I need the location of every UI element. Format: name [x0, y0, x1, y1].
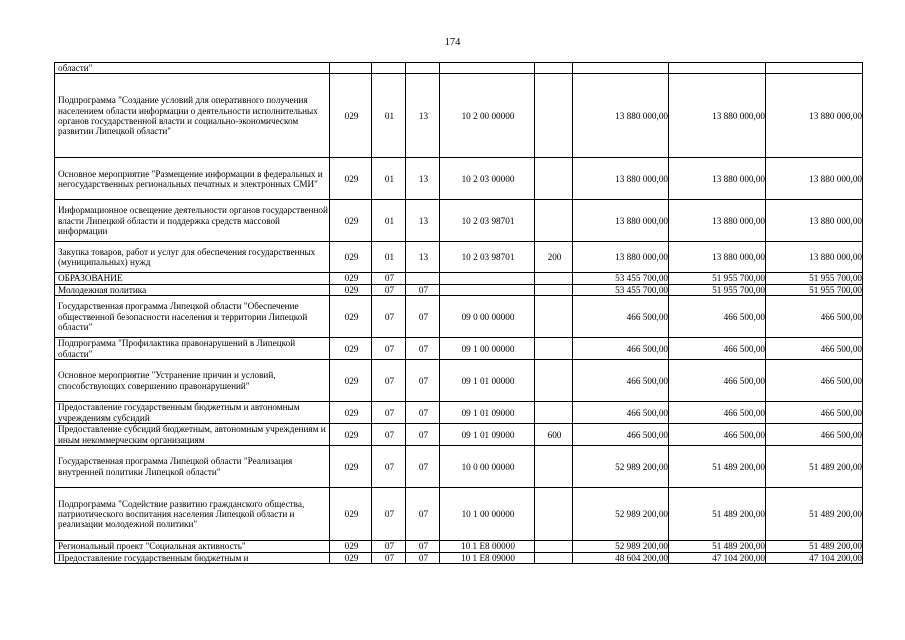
cell-expense-type	[535, 488, 573, 541]
cell-admin-code: 029	[330, 338, 372, 360]
cell-amount-year2: 51 955 700,00	[669, 273, 766, 284]
cell-amount-year3: 47 104 200,00	[766, 552, 863, 563]
cell-admin-code: 029	[330, 296, 372, 338]
cell-admin-code: 029	[330, 74, 372, 158]
cell-section: 07	[372, 360, 406, 402]
cell-admin-code: 029	[330, 200, 372, 242]
cell-amount-year2: 47 104 200,00	[669, 552, 766, 563]
cell-section: 07	[372, 424, 406, 446]
cell-admin-code: 029	[330, 488, 372, 541]
table-row	[55, 273, 863, 284]
cell-name: Предоставление государственным бюджетным и	[55, 552, 330, 563]
cell-subsection: 07	[406, 296, 440, 338]
table-row	[55, 242, 863, 273]
cell-name: Подпрограмма "Создание условий для оперативного получения населением области информации о деятельности исполнительных органов государственной власти и социально-экономическом развитии Липецкой области"	[55, 74, 330, 158]
cell-subsection: 13	[406, 158, 440, 200]
table-row	[55, 296, 863, 338]
cell-expense-type	[535, 402, 573, 424]
cell-section: 07	[372, 284, 406, 295]
cell-admin-code: 029	[330, 424, 372, 446]
cell-expense-type	[535, 284, 573, 295]
cell-target-article	[440, 273, 535, 284]
cell-admin-code: 029	[330, 402, 372, 424]
cell-amount-year3: 13 880 000,00	[766, 74, 863, 158]
cell-target-article: 09 0 00 00000	[440, 296, 535, 338]
cell-amount-year2: 51 489 200,00	[669, 488, 766, 541]
cell-subsection: 07	[406, 488, 440, 541]
cell-target-article: 10 1 E8 09000	[440, 552, 535, 563]
table-row	[55, 488, 863, 541]
cell-name: ОБРАЗОВАНИЕ	[55, 273, 330, 284]
cell-section: 01	[372, 242, 406, 273]
cell-section: 07	[372, 541, 406, 552]
cell-target-article: 10 2 03 98701	[440, 242, 535, 273]
cell-amount-year1: 466 500,00	[573, 402, 669, 424]
cell-expense-type	[535, 541, 573, 552]
cell-name: Основное мероприятие "Устранение причин и условий, способствующих совершению правонарушений"	[55, 360, 330, 402]
cell-name: Предоставление государственным бюджетным и автономным учреждениям субсидий	[55, 402, 330, 424]
cell-name: Основное мероприятие "Размещение информации в федеральных и негосударственных региональных печатных и электронных СМИ"	[55, 158, 330, 200]
cell-amount-year1: 48 604 200,00	[573, 552, 669, 563]
table-body	[55, 63, 863, 564]
cell-admin-code: 029	[330, 360, 372, 402]
cell-amount-year2: 13 880 000,00	[669, 74, 766, 158]
cell-subsection: 07	[406, 541, 440, 552]
cell-target-article: 09 1 01 09000	[440, 424, 535, 446]
cell-expense-type: 600	[535, 424, 573, 446]
cell-amount-year3: 466 500,00	[766, 338, 863, 360]
cell-section: 01	[372, 200, 406, 242]
table-row	[55, 402, 863, 424]
cell-amount-year1: 13 880 000,00	[573, 200, 669, 242]
cell-amount-year1: 52 989 200,00	[573, 488, 669, 541]
cell-amount-year3: 466 500,00	[766, 402, 863, 424]
cell-name: области"	[55, 63, 330, 74]
cell-target-article: 10 1 00 00000	[440, 488, 535, 541]
cell-subsection: 07	[406, 402, 440, 424]
cell-amount-year1: 53 455 700,00	[573, 273, 669, 284]
cell-admin-code	[330, 63, 372, 74]
cell-expense-type	[535, 446, 573, 488]
cell-amount-year1: 52 989 200,00	[573, 446, 669, 488]
cell-target-article: 10 2 00 00000	[440, 74, 535, 158]
cell-section: 01	[372, 74, 406, 158]
table-row	[55, 74, 863, 158]
cell-subsection: 07	[406, 338, 440, 360]
cell-admin-code: 029	[330, 446, 372, 488]
cell-amount-year2: 51 489 200,00	[669, 446, 766, 488]
table-row	[55, 360, 863, 402]
cell-target-article: 10 1 E8 00000	[440, 541, 535, 552]
cell-expense-type	[535, 360, 573, 402]
cell-amount-year3: 51 955 700,00	[766, 273, 863, 284]
cell-amount-year1: 13 880 000,00	[573, 74, 669, 158]
cell-section	[372, 63, 406, 74]
cell-amount-year1: 53 455 700,00	[573, 284, 669, 295]
cell-amount-year3	[766, 63, 863, 74]
cell-subsection: 07	[406, 360, 440, 402]
cell-expense-type	[535, 338, 573, 360]
cell-amount-year3: 13 880 000,00	[766, 242, 863, 273]
cell-amount-year3: 466 500,00	[766, 296, 863, 338]
cell-amount-year2: 466 500,00	[669, 424, 766, 446]
cell-amount-year3: 466 500,00	[766, 424, 863, 446]
cell-subsection: 07	[406, 552, 440, 563]
cell-subsection	[406, 63, 440, 74]
table-row	[55, 446, 863, 488]
budget-table	[54, 62, 863, 564]
cell-admin-code: 029	[330, 541, 372, 552]
table-row	[55, 424, 863, 446]
cell-amount-year1: 13 880 000,00	[573, 158, 669, 200]
cell-amount-year1: 466 500,00	[573, 338, 669, 360]
cell-target-article	[440, 63, 535, 74]
cell-section: 07	[372, 488, 406, 541]
cell-amount-year3: 13 880 000,00	[766, 200, 863, 242]
cell-subsection	[406, 273, 440, 284]
cell-name: Молодежная политика	[55, 284, 330, 295]
cell-amount-year2: 51 955 700,00	[669, 284, 766, 295]
cell-amount-year3: 51 489 200,00	[766, 488, 863, 541]
cell-subsection: 13	[406, 200, 440, 242]
cell-amount-year2: 466 500,00	[669, 338, 766, 360]
cell-section: 07	[372, 296, 406, 338]
cell-amount-year3: 51 489 200,00	[766, 446, 863, 488]
table-row	[55, 200, 863, 242]
cell-amount-year2: 466 500,00	[669, 402, 766, 424]
cell-section: 07	[372, 402, 406, 424]
cell-name: Информационное освещение деятельности органов государственной власти Липецкой области и поддержка средств массовой информации	[55, 200, 330, 242]
cell-name: Подпрограмма "Содействие развитию гражданского общества, патриотического воспитания населения Липецкой области и реализации молодежной политики"	[55, 488, 330, 541]
cell-amount-year2: 466 500,00	[669, 360, 766, 402]
cell-expense-type	[535, 63, 573, 74]
cell-subsection: 07	[406, 284, 440, 295]
table-row	[55, 541, 863, 552]
cell-name: Региональный проект "Социальная активность"	[55, 541, 330, 552]
cell-amount-year3: 466 500,00	[766, 360, 863, 402]
cell-target-article: 10 2 03 00000	[440, 158, 535, 200]
cell-expense-type: 200	[535, 242, 573, 273]
cell-section: 01	[372, 158, 406, 200]
cell-section: 07	[372, 552, 406, 563]
cell-name: Закупка товаров, работ и услуг для обеспечения государственных (муниципальных) нужд	[55, 242, 330, 273]
cell-expense-type	[535, 200, 573, 242]
cell-amount-year2: 466 500,00	[669, 296, 766, 338]
cell-section: 07	[372, 446, 406, 488]
cell-amount-year2: 13 880 000,00	[669, 242, 766, 273]
cell-subsection: 13	[406, 74, 440, 158]
table-row	[55, 338, 863, 360]
cell-section: 07	[372, 273, 406, 284]
cell-amount-year1: 466 500,00	[573, 296, 669, 338]
table-row	[55, 158, 863, 200]
cell-amount-year1	[573, 63, 669, 74]
cell-name: Государственная программа Липецкой области "Обеспечение общественной безопасности населения и территории Липецкой области"	[55, 296, 330, 338]
cell-expense-type	[535, 158, 573, 200]
cell-admin-code: 029	[330, 284, 372, 295]
cell-amount-year1: 52 989 200,00	[573, 541, 669, 552]
cell-admin-code: 029	[330, 158, 372, 200]
cell-amount-year1: 13 880 000,00	[573, 242, 669, 273]
cell-amount-year3: 51 955 700,00	[766, 284, 863, 295]
cell-expense-type	[535, 273, 573, 284]
cell-amount-year2: 51 489 200,00	[669, 541, 766, 552]
cell-expense-type	[535, 74, 573, 158]
cell-amount-year3: 13 880 000,00	[766, 158, 863, 200]
cell-amount-year2: 13 880 000,00	[669, 158, 766, 200]
cell-expense-type	[535, 296, 573, 338]
cell-target-article: 09 1 01 00000	[440, 360, 535, 402]
cell-name: Подпрограмма "Профилактика правонарушений в Липецкой области"	[55, 338, 330, 360]
cell-amount-year2	[669, 63, 766, 74]
cell-name: Государственная программа Липецкой области "Реализация внутренней политики Липецкой области"	[55, 446, 330, 488]
table-row	[55, 63, 863, 74]
table-row	[55, 552, 863, 563]
table-row	[55, 284, 863, 295]
cell-name: Предоставление субсидий бюджетным, автономным учреждениям и иным некоммерческим организациям	[55, 424, 330, 446]
cell-section: 07	[372, 338, 406, 360]
cell-admin-code: 029	[330, 552, 372, 563]
cell-subsection: 07	[406, 446, 440, 488]
cell-amount-year2: 13 880 000,00	[669, 200, 766, 242]
page-number: 174	[444, 37, 461, 48]
cell-target-article	[440, 284, 535, 295]
cell-amount-year1: 466 500,00	[573, 360, 669, 402]
cell-expense-type	[535, 552, 573, 563]
cell-target-article: 09 1 00 00000	[440, 338, 535, 360]
cell-target-article: 10 2 03 98701	[440, 200, 535, 242]
cell-subsection: 07	[406, 424, 440, 446]
cell-amount-year1: 466 500,00	[573, 424, 669, 446]
cell-admin-code: 029	[330, 242, 372, 273]
cell-amount-year3: 51 489 200,00	[766, 541, 863, 552]
cell-target-article: 09 1 01 09000	[440, 402, 535, 424]
cell-target-article: 10 0 00 00000	[440, 446, 535, 488]
cell-subsection: 13	[406, 242, 440, 273]
cell-admin-code: 029	[330, 273, 372, 284]
